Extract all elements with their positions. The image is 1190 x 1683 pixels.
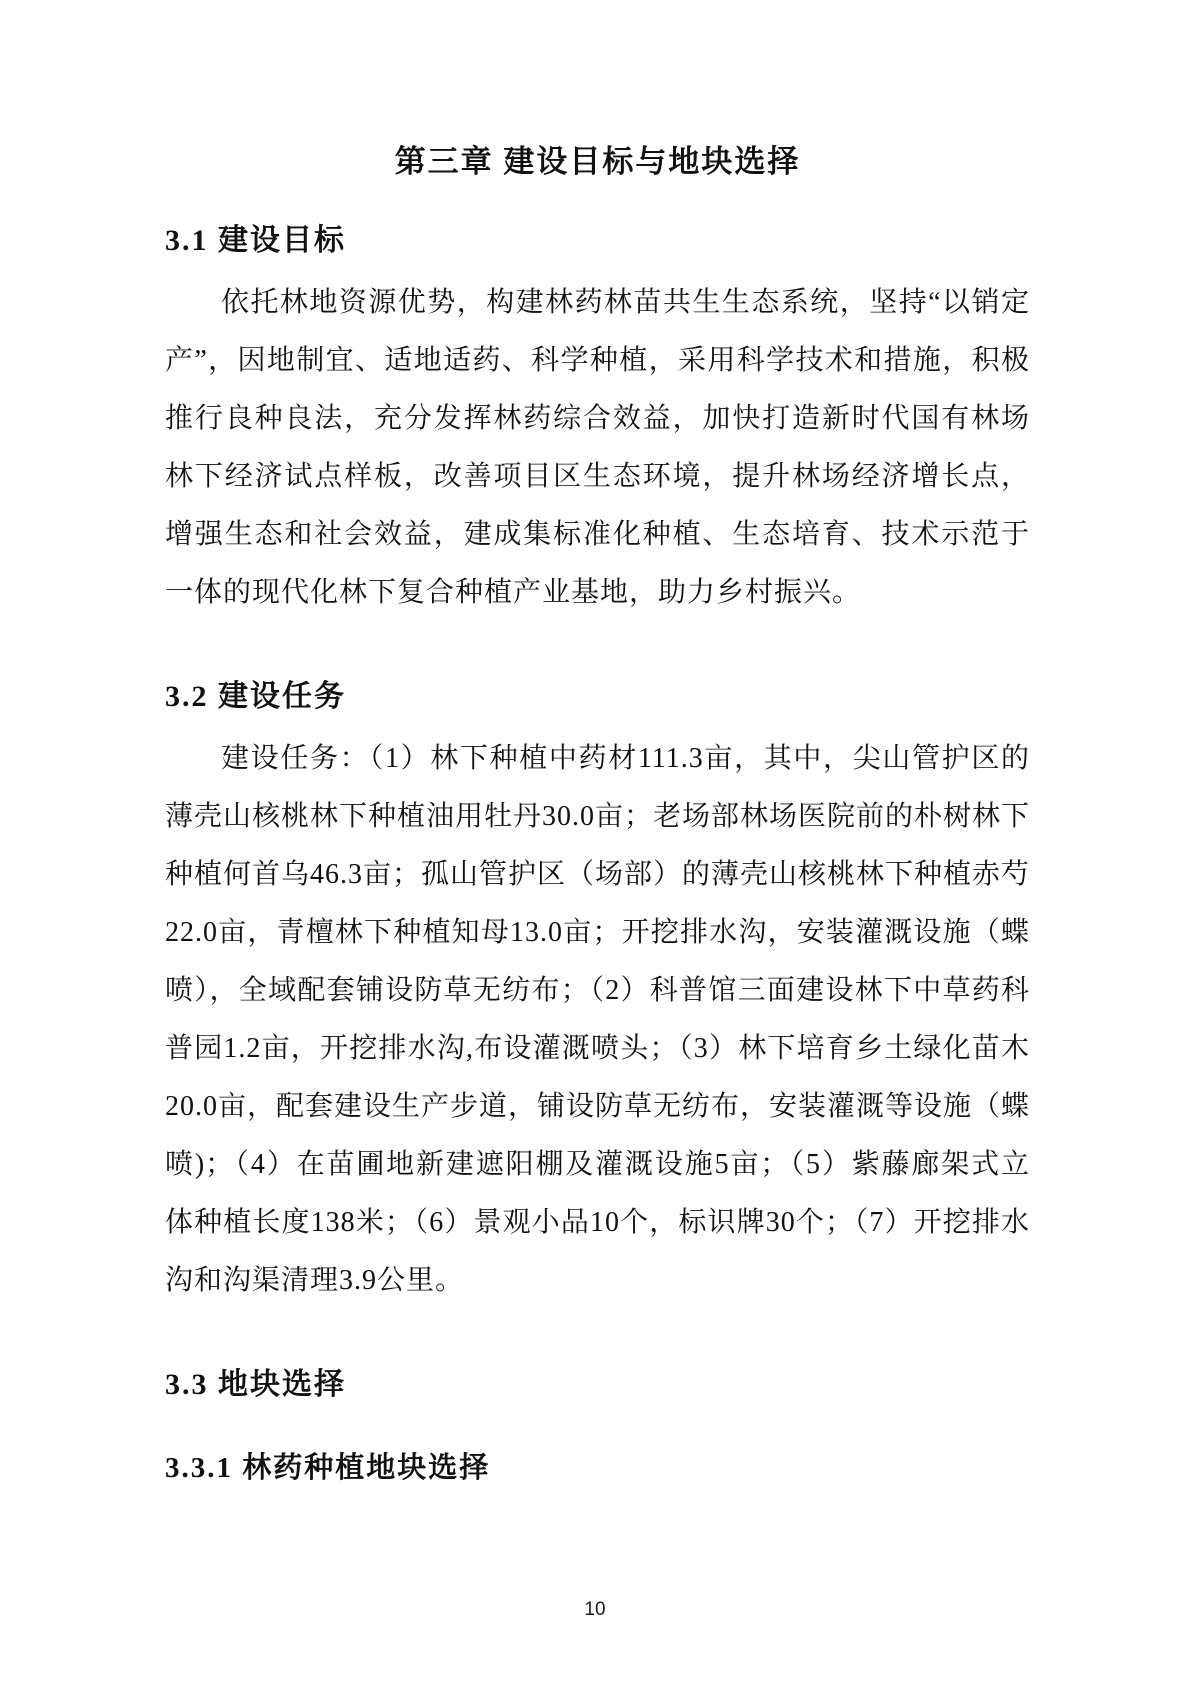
section-heading-3-2: 3.2 建设任务	[165, 680, 346, 713]
section-heading-3-1: 3.1 建设目标	[165, 224, 346, 257]
section-heading-3-3: 3.3 地块选择	[165, 1368, 346, 1401]
section-3-2-paragraph: 建设任务：（1）林下种植中药材111.3亩，其中，尖山管护区的薄壳山核桃林下种植油用牡丹30.0亩；老场部林场医院前的朴树林下种植何首乌46.3亩；孤山管护区（场部）的薄壳山核桃林下种植赤芍22.0亩，青檀林下种植知母13.0亩；开挖排水沟，安装灌溉设施（蝶喷），全域配套铺设防草无纺布；（2）科普馆三面建设林下中草药科普园1.2亩，开挖排水沟,布设灌溉喷头；（3）林下培育乡土绿化苗木20.0亩，配套建设生产步道，铺设防草无纺布，安装灌溉等设施（蝶喷)；（4）在苗圃地新建遮阳棚及灌溉设施5亩；（5）紫藤廊架式立体种植长度138米；（6）景观小品10个，标识牌30个；（7）开挖排水沟和沟渠清理3.9公里。	[165, 743, 1031, 1296]
page-number: 10	[584, 1599, 606, 1620]
section-3-1-paragraph: 依托林地资源优势，构建林药林苗共生生态系统，坚持“以销定产”，因地制宜、适地适药、科学种植，采用科学技术和措施，积极推行良种良法，充分发挥林药综合效益，加快打造新时代国有林场林下经济试点样板，改善项目区生态环境，提升林场经济增长点，增强生态和社会效益，建成集标准化种植、生态培育、技术示范于一体的现代化林下复合种植产业基地，助力乡村振兴。	[165, 287, 1030, 608]
chapter-title: 第三章 建设目标与地块选择	[394, 144, 801, 179]
section-heading-3-3-1: 3.3.1 林药种植地块选择	[165, 1452, 491, 1484]
